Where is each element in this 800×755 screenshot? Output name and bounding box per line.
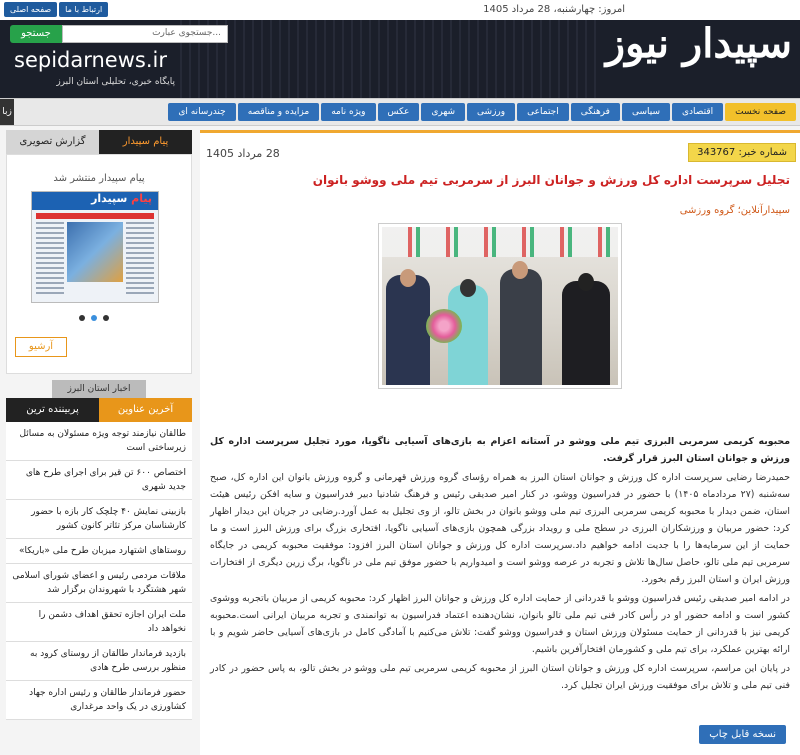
paper-box — [6, 154, 192, 374]
news-list-item[interactable]: ملاقات مردمی رئیس و اعضای شورای اسلامی شهر هشتگرد با شهروندان برگزار شد — [6, 564, 192, 603]
nav-item-economic[interactable]: اقتصادی — [672, 103, 723, 121]
flower-bouquet — [426, 309, 462, 343]
top-link-contact[interactable]: ارتباط با ما — [59, 2, 108, 17]
paper-photo — [67, 222, 123, 282]
paper-masthead: پیام سپیدار — [32, 192, 158, 210]
news-list-item[interactable]: بازبینی نمایش ۴۰ چلچک کار بازه با حضور کارشناسان مرکز تئاتر کانون کشور — [6, 500, 192, 539]
photo-person — [562, 281, 610, 385]
news-list-item[interactable]: طالقان نیازمند توجه ویژه مسئولان به مسائل زیرساختی است — [6, 422, 192, 461]
news-list-item[interactable]: حضور فرماندار طالقان و رئیس اداره جهاد کشاورزی در یک واحد مرغداری — [6, 681, 192, 720]
article-paragraph: در پایان این مراسم، سرپرست اداره کل ورزش و جوانان استان البرز از محبوبه کریمی سرمربی تیم ملی ووشو در بخش تالو، به پاس حضور در کادر فنی تیم ملی و تلاش برای موفقیت ورزش ایران تجلیل کرد. — [210, 663, 790, 691]
main-nav — [0, 98, 800, 126]
nav-item-special[interactable]: ویژه نامه — [321, 103, 375, 121]
sidebar — [6, 130, 192, 755]
today-date: امروز: چهارشنبه، 28 مرداد 1405 — [483, 4, 625, 15]
article-body — [210, 433, 790, 696]
sidebar-tabs-news — [6, 398, 192, 422]
photo-backdrop-banner — [382, 227, 618, 257]
carousel-dots — [79, 315, 109, 321]
search-input[interactable]: جستجوی عبارت... — [62, 25, 228, 43]
photo-person — [386, 275, 430, 385]
nav-item-photo[interactable]: عکس — [378, 103, 420, 121]
top-links — [4, 2, 108, 17]
header-decoration — [180, 20, 600, 98]
article-paragraph: حمیدرضا رضایی سرپرست اداره کل ورزش و جوانان استان البرز به همراه رؤسای گروه ورزش قهرمانی و گروه ورزش بانوان این اداره کل، صبح سه‌شنبه (۲۷ مردادماه ۱۴۰۵) با حضور در فدراسیون ووشو، در کنار امیر صدیقی رئیس و فرهنگ شادنیا دبیر فدراسیون و سایه افکن رئیس هیئت استان، ضمن دیدار با محبوبه کریمی سرمربی البرزی تیم ملی ووشو بانوان در بخش تالو، از وی تجلیل به عمل آورد.رضایی در جریان این دیدار اظهار کرد: حضور مربیان و ورزشکاران البرزی در سطح ملی و رویداد بزرگی همچون بازی‌های آسیایی ناگویا، افتخاری بزرگ برای ورزش البرز است و ما حمایت از این سرمایه‌ها را با جدیت ادامه خواهیم داد.سرپرست اداره کل ورزش و جوانان استان البرز افزود: موفقیت محبوبه کریمی در جایگاه سرمربی تیم ملی تالو، حاصل سال‌ها تلاش و تجربه در عرصه ووشو است و امیدواریم با حضور موفق تیم ملی در ناگویا، برگ زرین دیگری از افتخارات ورزش ایران و استان البرز رقم بخورد. — [210, 472, 790, 585]
news-list-item[interactable]: بازدید فرماندار طالقان از روستای کرود به منظور بررسی طرح هادی — [6, 642, 192, 681]
site-logo[interactable]: سپیدار نیوز — [605, 20, 792, 67]
carousel-dot[interactable] — [79, 315, 85, 321]
carousel-dot[interactable] — [103, 315, 109, 321]
tab-most-viewed[interactable]: پربیننده ترین — [6, 398, 99, 422]
carousel-dot-active[interactable] — [91, 315, 97, 321]
nav-item-city[interactable]: شهری — [421, 103, 465, 121]
nav-item-tenders[interactable]: مزایده و مناقصه — [238, 103, 320, 121]
sidebar-tabs-top — [6, 130, 192, 154]
article-meta — [200, 141, 800, 165]
news-list — [6, 422, 192, 720]
article-photo[interactable] — [378, 223, 622, 389]
site-domain: sepidarnews.ir — [14, 48, 167, 72]
photo-head — [578, 273, 594, 291]
photo-scene — [382, 227, 618, 385]
photo-head — [460, 279, 476, 297]
archive-button[interactable]: آرشیو — [15, 337, 67, 357]
photo-head — [400, 269, 416, 287]
nav-items — [168, 103, 796, 121]
tab-latest[interactable]: آخرین عناوین — [99, 398, 192, 422]
search-button[interactable]: جستجو — [10, 25, 62, 43]
nav-item-home[interactable]: صفحه نخست — [725, 103, 796, 121]
nav-left-cap[interactable]: زبا — [0, 99, 14, 125]
nav-item-sports[interactable]: ورزشی — [467, 103, 515, 121]
article-source: سپیدارآنلاین؛ گروه ورزشی — [679, 205, 790, 216]
nav-item-multimedia[interactable]: چندرسانه ای — [168, 103, 235, 121]
article-panel — [200, 130, 800, 755]
photo-head — [512, 261, 528, 279]
paper-column — [126, 222, 154, 294]
photo-person — [500, 269, 542, 385]
paper-column — [36, 222, 64, 294]
article-lead: محبوبه کریمی سرمربی البرزی تیم ملی ووشو در آستانه اعزام به بازی‌های آسیایی ناگویا، مورد تجلیل سرپرست اداره کل ورزش و جوانان استان البرز قرار گرفت. — [210, 436, 790, 464]
news-list-item[interactable]: روستاهای اشتهارد میزبان طرح ملی «باریکا» — [6, 539, 192, 564]
top-bar — [0, 0, 800, 20]
tab-photo-report[interactable]: گزارش تصویری — [6, 130, 99, 154]
site-tagline: پایگاه خبری، تحلیلی استان البرز — [56, 77, 175, 87]
top-link-home[interactable]: صفحه اصلی — [4, 2, 57, 17]
article-paragraph: در ادامه امیر صدیقی رئیس فدراسیون ووشو با قدردانی از حمایت اداره کل ورزش و جوانان البرز اظهار کرد: محبوبه کریمی از مربیان باتجربه ووشوی کشور است و ادامه حضور او در رأس کادر فنی تیم ملی تالو بانوان، نشان‌دهنده اعتماد فدراسیون به توانمندی و تجربه مربیان ایرانی است.محبوبه کریمی نیز با قدردانی از حمایت مسئولان ورزش استان و فدراسیون ووشو گفت: تلاش می‌کنیم با آمادگی کامل در بازی‌های آسیایی حاضر شویم و با ارائه بهترین عملکرد، برای تیم ملی و کشورمان افتخارآفرین باشیم. — [210, 593, 790, 655]
site-header — [0, 0, 800, 98]
paper-caption: پیام سپیدار منتشر شد — [53, 173, 145, 184]
paper-columns — [32, 222, 158, 294]
tab-sepidar-message[interactable]: پیام سپیدار — [99, 130, 192, 154]
news-number-badge: شماره خبر: 343767 — [688, 143, 796, 162]
article-date: 28 مرداد 1405 — [206, 147, 280, 160]
newspaper-cover-image[interactable] — [31, 191, 159, 303]
news-list-item[interactable]: ملت ایران اجازه تحقق اهداف دشمن را نخواهد داد — [6, 603, 192, 642]
province-news-label[interactable]: اخبار استان البرز — [52, 380, 146, 398]
nav-item-social[interactable]: اجتماعی — [517, 103, 569, 121]
nav-item-cultural[interactable]: فرهنگی — [571, 103, 620, 121]
news-list-item[interactable]: اختصاص ۶۰۰ تن قیر برای اجرای طرح های جدید شهری — [6, 461, 192, 500]
article-title: تجلیل سرپرست اداره کل ورزش و جوانان البرز از سرمربی تیم ملی ووشو بانوان — [312, 173, 790, 187]
nav-item-political[interactable]: سیاسی — [622, 103, 670, 121]
paper-headline-strip — [36, 213, 154, 219]
print-version-button[interactable]: نسخه قابل چاپ — [699, 725, 786, 744]
